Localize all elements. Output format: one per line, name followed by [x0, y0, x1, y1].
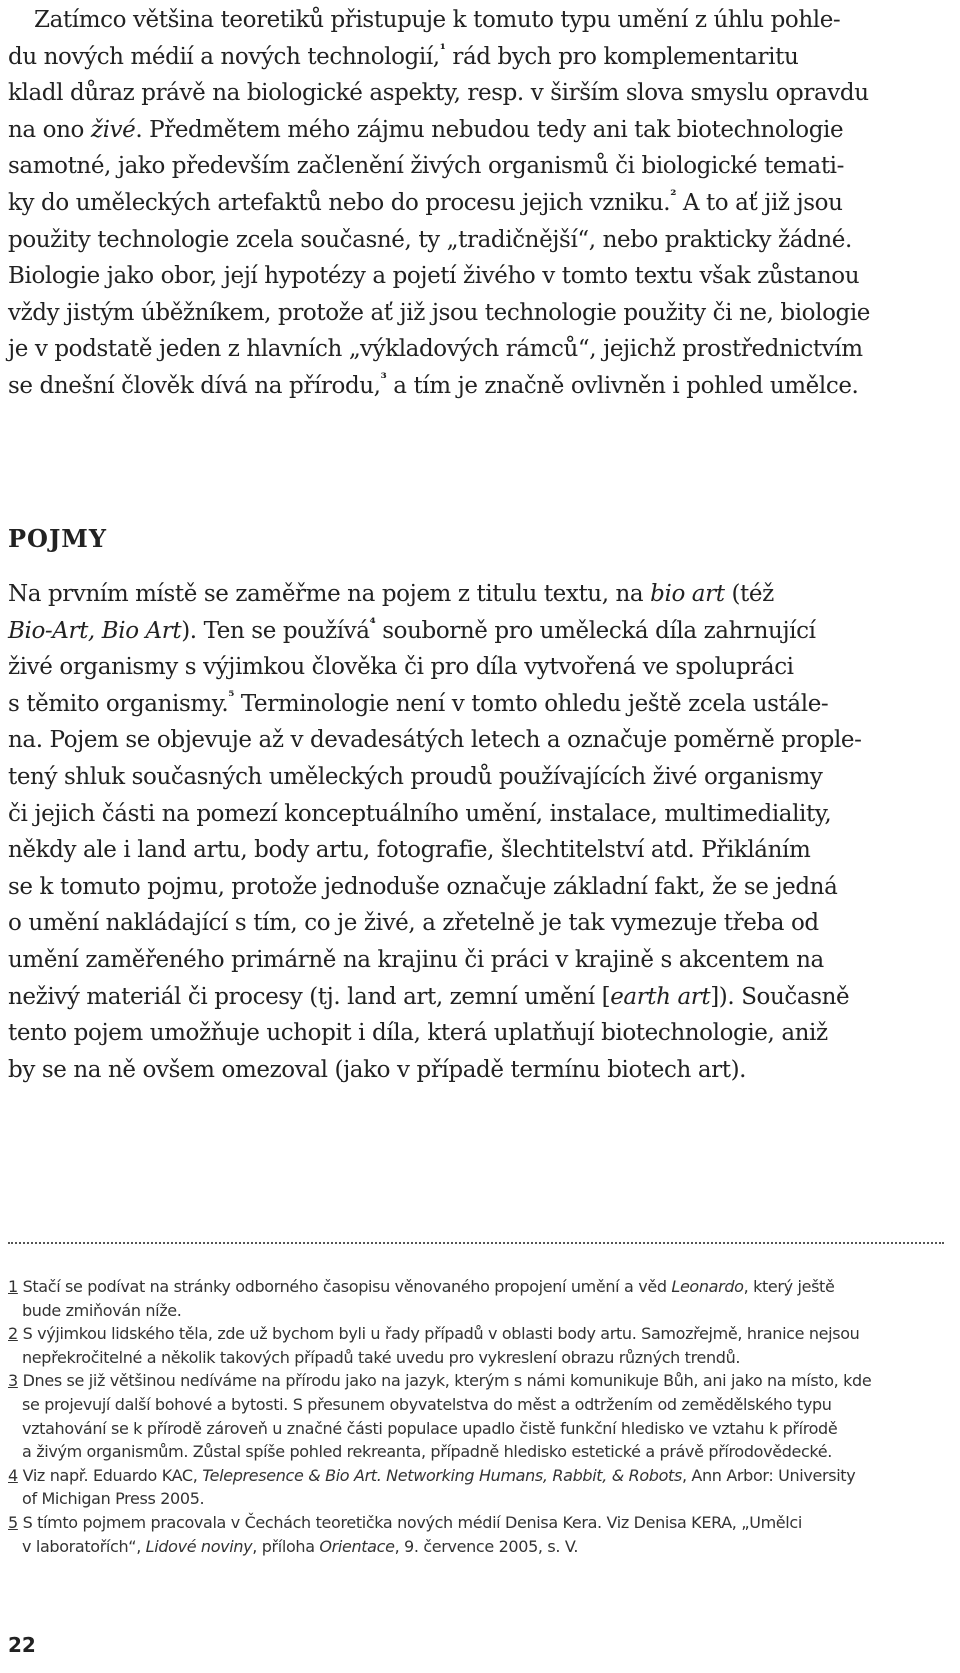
text-line: na. Pojem se objevuje až v devadesátých letech a označuje poměrně prople- — [8, 727, 862, 754]
footnote-ref-3[interactable]: ³ — [380, 371, 387, 388]
text-line: tený shluk současných uměleckých proudů používajících živé organismy — [8, 763, 823, 790]
footnote-2: 2 S výjimkou lidského těla, zde už bychom byli u řady případů v oblasti body artu. Samozřejmě, hranice nejsou nepřekročitelné a několik takových případů také uvedu pro vykreslení obrazu různých trendů. — [8, 1324, 860, 1367]
text-line: použity technologie zcela současné, ty „tradičnější“, nebo prakticky žádné. — [8, 226, 852, 253]
text-line: du nových médií a nových technologií,$^{^1}$ rád bych pro komplementaritu — [8, 41, 799, 70]
footnote-ref-4[interactable]: ⁴ — [369, 615, 376, 632]
footnote-number[interactable]: 3 — [8, 1371, 18, 1391]
page-number: 22 — [8, 1633, 36, 1657]
footnote-4: 4 Viz např. Eduardo KAC, Telepresence & Bio Art. Networking Humans, Rabbit, & Robots, Ann Arbor: University of Michigan Press 2005. — [8, 1465, 856, 1509]
text-line: se k tomuto pojmu, protože jednoduše označuje základní fakt, že se jedná — [8, 873, 838, 900]
paragraph-concepts — [8, 576, 948, 1088]
text-line: se dnešní člověk dívá na přírodu,$^{^3}$ a tím je značně ovlivněn i pohled umělce. — [8, 371, 859, 399]
footnote-number[interactable]: 4 — [8, 1465, 18, 1485]
text-line: ky do uměleckých artefaktů nebo do procesu jejich vzniku.$^{^2}$ A to ať již jsou — [8, 188, 843, 216]
text-line: či jejich části na pomezí konceptuálního umění, instalace, multimediality, — [8, 800, 832, 827]
footnote-1: 1 Stačí se podívat na stránky odborného časopisu věnovaného propojení umění a věd Leonardo, který ještě bude zmiňován níže. — [8, 1277, 835, 1320]
text-line: někdy ale i land artu, body artu, fotografie, šlechtitelství atd. Přikláním — [8, 837, 811, 864]
text-line: by se na ně ovšem omezoval (jako v případě termínu biotech art). — [8, 1056, 747, 1083]
text-line: o umění nakládající s tím, co je živé, a zřetelně je tak vymezuje třeba od — [8, 910, 819, 937]
text-line: neživý materiál či procesy (tj. land art, zemní umění [earth art]). Současně — [8, 983, 850, 1010]
footnotes — [8, 1275, 948, 1558]
footnote-number[interactable]: 2 — [8, 1324, 18, 1344]
text-line: vždy jistým úběžníkem, protože ať již jsou technologie použity či ne, biologie — [8, 299, 871, 326]
paragraph-intro — [8, 2, 948, 405]
footnote-number[interactable]: 5 — [8, 1512, 18, 1532]
text-line: Bio-Art, Bio Art). Ten se používá$^{^4}$ souborně pro umělecká díla zahrnující — [8, 615, 816, 644]
footnote-5: 5 S tímto pojmem pracovala v Čechách teoretička nových médií Denisa Kera. Viz Denisa KERA, „Umělci v laboratořích“, Lidové noviny, příloha Orientace, 9. července 2005, s. V. — [8, 1512, 802, 1556]
text-line: Biologie jako obor, její hypotézy a pojetí živého v tomto textu však zůstanou — [8, 263, 860, 290]
text-line: Zatímco většina teoretiků přistupuje k tomuto typu umění z úhlu pohle- — [34, 7, 841, 33]
text-line: kladl důraz právě na biologické aspekty, resp. v širším slova smyslu opravdu — [8, 80, 869, 107]
text-line: je v podstatě jeden z hlavních „výkladových rámců“, jejichž prostřednictvím — [8, 336, 863, 363]
footnote-number[interactable]: 1 — [8, 1277, 18, 1296]
footnote-ref-2[interactable]: ² — [670, 188, 676, 205]
text-line: na ono živé. Předmětem mého zájmu nebudou tedy ani tak biotechnologie — [8, 116, 844, 143]
footnote-ref-5[interactable]: ⁵ — [228, 689, 234, 706]
text-line: Na prvním místě se zaměřme na pojem z titulu textu, na bio art (též — [8, 581, 774, 607]
text-line: samotné, jako především začlenění živých organismů či biologické temati- — [8, 153, 845, 180]
text-line: s těmito organismy.$^{^5}$ Terminologie není v tomto ohledu ještě zcela ustále- — [8, 689, 829, 717]
text-line: umění zaměřeného primárně na krajinu či práci v krajině s akcentem na — [8, 946, 824, 973]
footnote-ref-1[interactable]: ¹ — [439, 41, 446, 58]
text-line: živé organismy s výjimkou člověka či pro díla vytvořená ve spolupráci — [8, 654, 794, 681]
text-line: tento pojem umožňuje uchopit i díla, která uplatňují biotechnologie, aniž — [8, 1020, 828, 1047]
section-heading: POJMY — [8, 524, 108, 553]
footnote-3: 3 Dnes se již většinou nedíváme na přírodu jako na jazyk, kterým s námi komunikuje Bůh, ani jako na místo, kde se projevují další bohové a bytosti. S přesunem obyvatelstva do měst a odtržením od zemědělského typu vztahování se k přírodě zároveň u značné části populace upadlo čistě funkční hledisko ve vztahu k přírodě a živým organismům. Zůstal spíše pohled rekreanta, případně hledisko estetické a právě přírodovědecké. — [8, 1371, 872, 1462]
footnote-divider — [8, 1242, 944, 1244]
